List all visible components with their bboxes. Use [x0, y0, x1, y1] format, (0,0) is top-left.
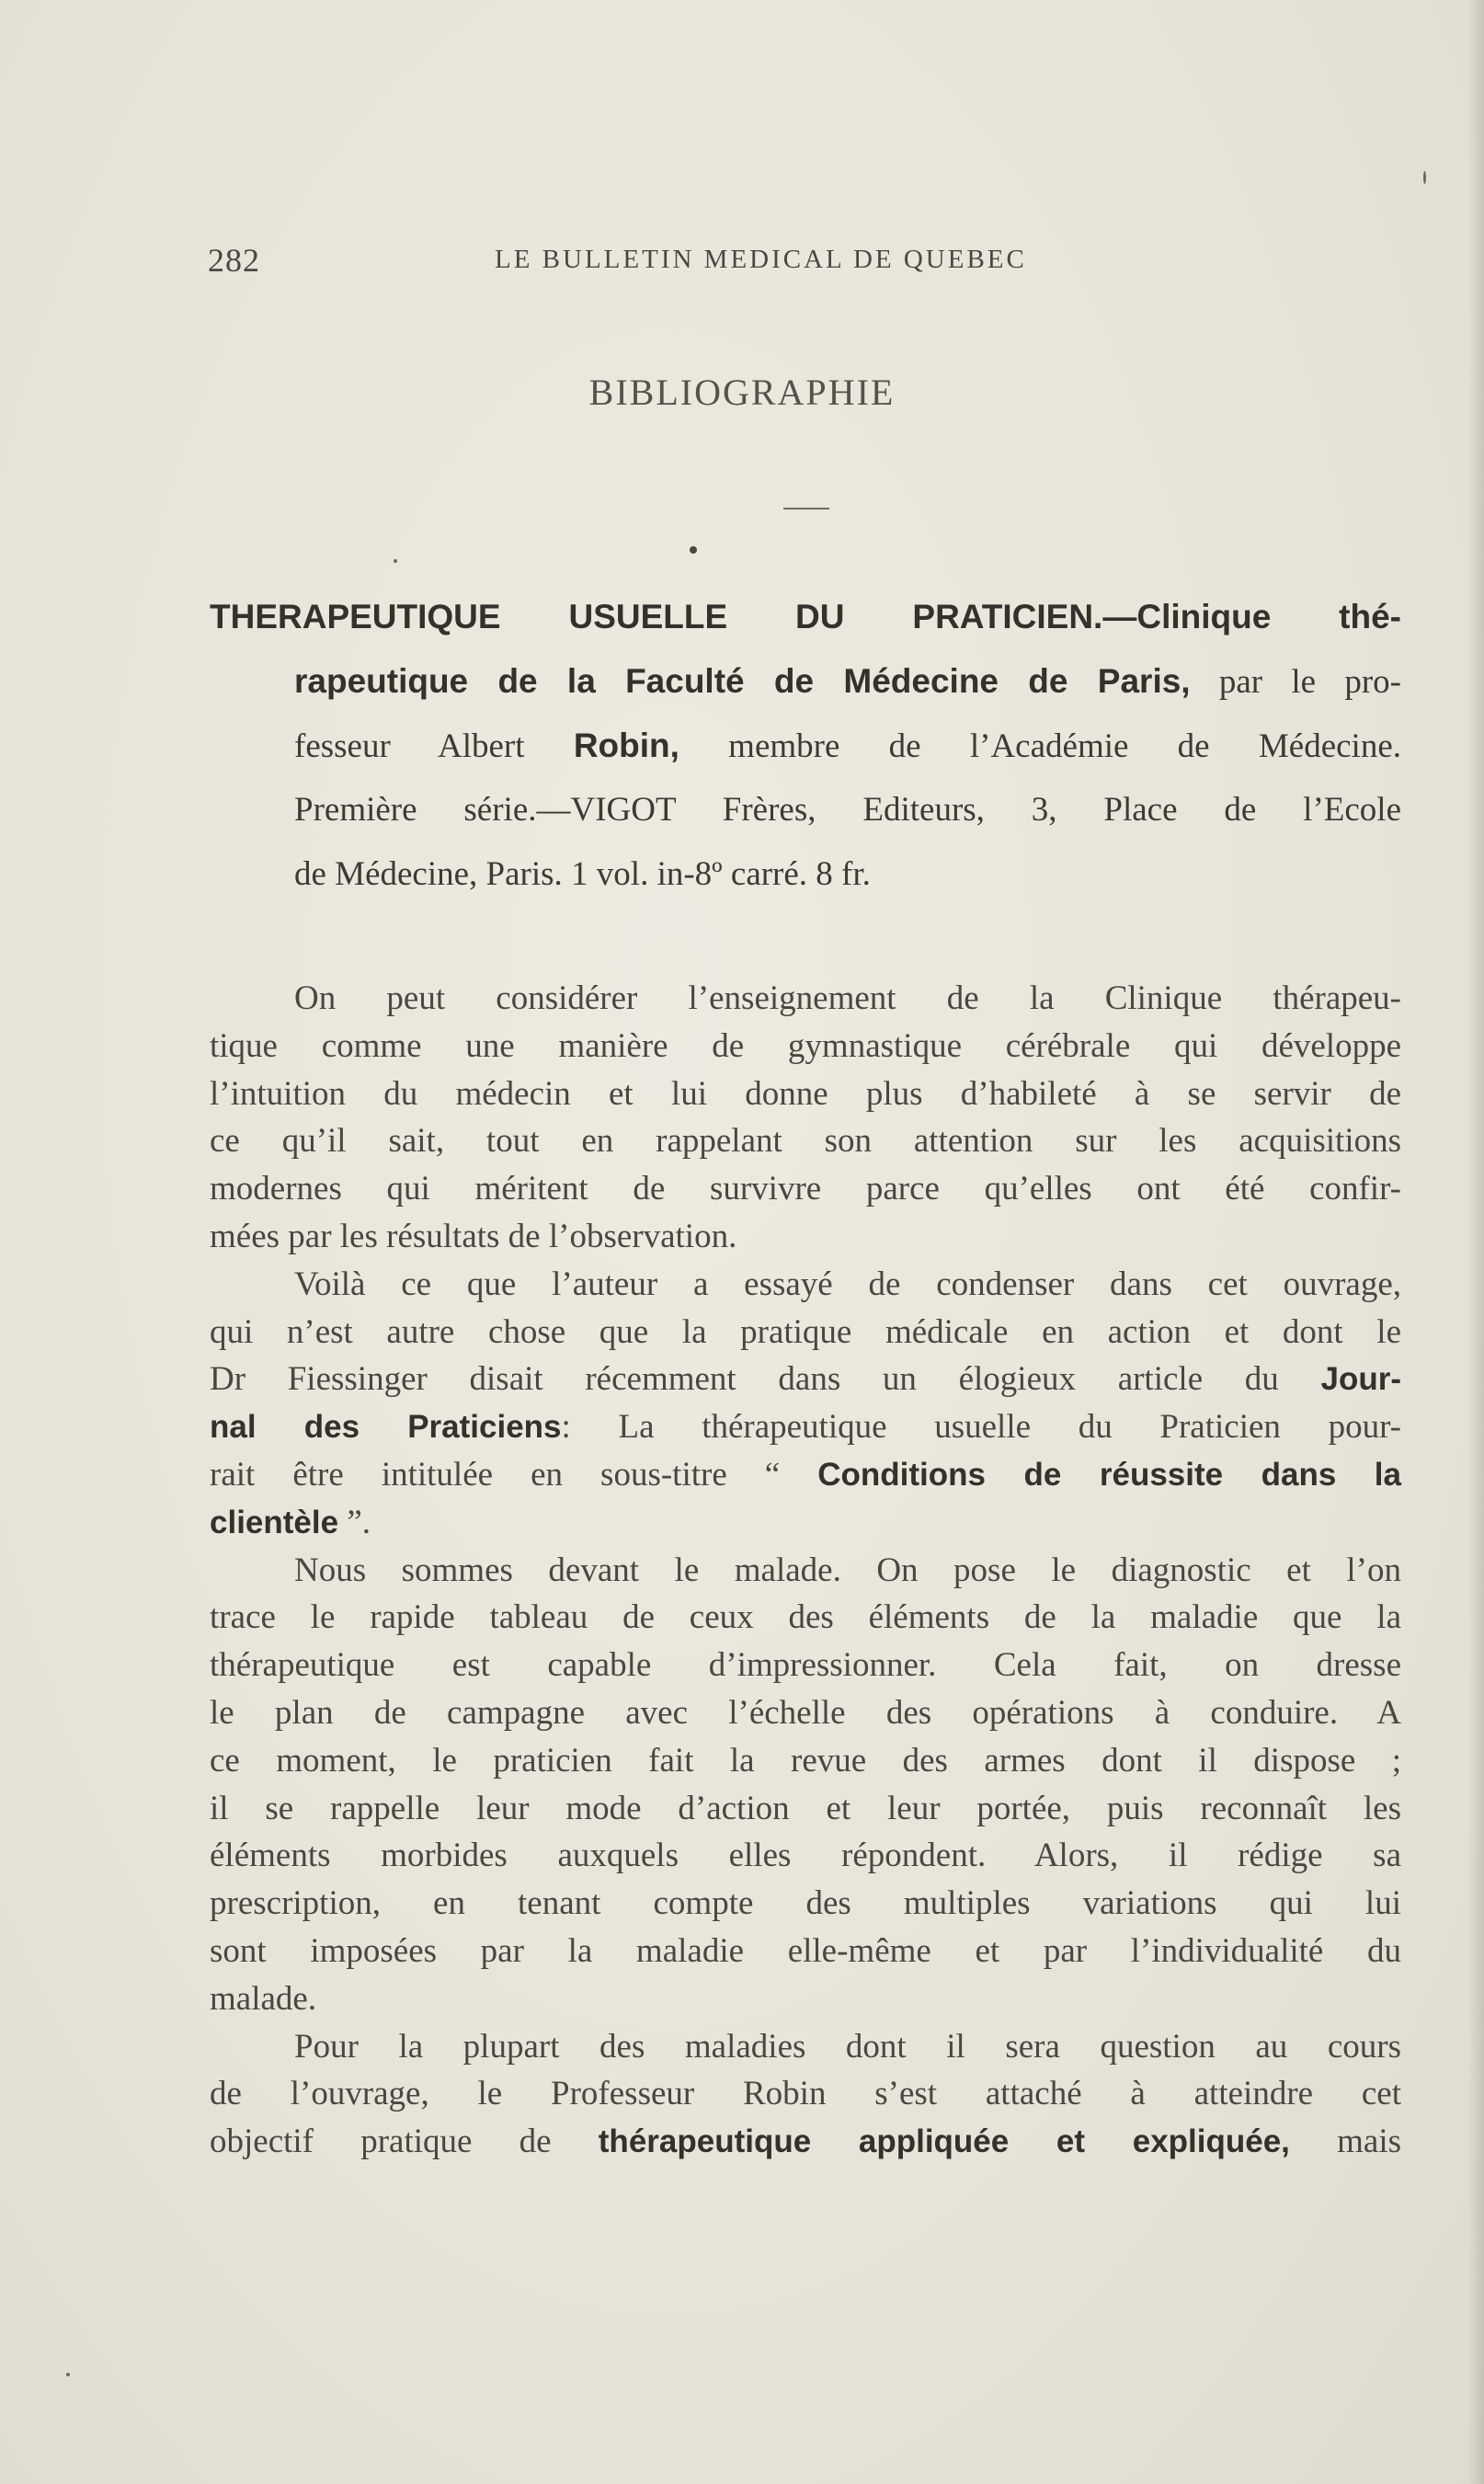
body-line — [210, 1403, 1401, 1451]
entry-title: THERAPEUTIQUE USUELLE DU PRATICIEN. — [210, 598, 1103, 635]
body-text: Dr Fiessinger disait récemment dans un élogieux article du — [210, 1360, 1321, 1399]
subtitle-quote: Conditions de réussite dans la — [817, 1456, 1401, 1493]
body-line — [210, 1499, 1401, 1547]
body-line: Voilà ce que l’auteur a essayé de condenser dans cet ouvrage, — [294, 1265, 1401, 1303]
entry-text: membre de l’Académie de Médecine. — [679, 727, 1401, 765]
review-body — [210, 975, 1401, 2166]
body-line — [210, 1356, 1401, 1403]
bibliography-entry — [210, 585, 1401, 907]
body-text: rait être intitulée en sous-titre “ — [210, 1455, 818, 1494]
body-text: ”. — [338, 1503, 371, 1541]
body-line: tique comme une manière de gymnastique cérébrale qui développe — [210, 1026, 1401, 1065]
entry-text: par le pro- — [1190, 663, 1401, 701]
body-line: le plan de campagne avec l’échelle des opérations à conduire. A — [210, 1693, 1401, 1732]
body-text: mais — [1289, 2123, 1401, 2161]
section-title: BIBLIOGRAPHIE — [588, 372, 896, 413]
entry-line-5: de Médecine, Paris. 1 vol. in-8º carré. 8 fr. — [294, 855, 871, 893]
entry-line-2 — [210, 649, 1401, 714]
body-line: modernes qui méritent de survivre parce qu’elles ont été confir- — [210, 1170, 1401, 1208]
body-line: de l’ouvrage, le Professeur Robin s’est attaché à atteindre cet — [210, 2075, 1401, 2113]
entry-author: Robin, — [573, 727, 679, 764]
entry-subtitle-end: rapeutique de la Faculté de Médecine de Paris, — [294, 662, 1191, 700]
journal-name: nal des Praticiens — [210, 1409, 562, 1446]
emphasis: thérapeutique appliquée et expliquée, — [598, 2123, 1290, 2160]
page-number: 282 — [208, 242, 260, 279]
journal-name: Jour- — [1320, 1361, 1401, 1398]
body-line — [210, 1451, 1401, 1499]
body-line: prescription, en tenant compte des multiples variations qui lui — [210, 1884, 1401, 1923]
ink-speck — [66, 2373, 70, 2376]
body-text: : La thérapeutique usuelle du Praticien pour- — [561, 1408, 1401, 1447]
ink-speck — [394, 559, 397, 563]
body-line: On peut considérer l’enseignement de la Clinique thérapeu- — [294, 979, 1401, 1017]
body-line: sont imposées par la maladie elle-même et par l’individualité du — [210, 1931, 1401, 1970]
body-line: il se rappelle leur mode d’action et leur portée, puis reconnaît les — [210, 1789, 1401, 1827]
body-text: objectif pratique de — [210, 2123, 599, 2161]
body-line: trace le rapide tableau de ceux des éléments de la maladie que la — [210, 1598, 1401, 1637]
body-line: malade. — [210, 1979, 317, 2018]
ornament-dot — [690, 546, 697, 554]
title-rule — [783, 508, 829, 509]
entry-line-3 — [210, 714, 1401, 778]
ink-speck — [1423, 171, 1426, 184]
body-line: Nous sommes devant le malade. On pose le diagnostic et l’on — [294, 1551, 1401, 1589]
body-line: éléments morbides auxquels elles répondent. Alors, il rédige sa — [210, 1837, 1401, 1875]
entry-line-4: Première série.—VIGOT Frères, Editeurs, 3, Place de l’Ecole — [294, 791, 1401, 829]
subtitle-quote: clientèle — [210, 1504, 339, 1540]
body-line — [210, 2118, 1401, 2166]
running-header — [208, 241, 1403, 281]
body-line: Pour la plupart des maladies dont il sera question au cours — [294, 2027, 1401, 2066]
running-title: LE BULLETIN MEDICAL DE QUEBEC — [495, 245, 1027, 274]
body-line: qui n’est autre chose que la pratique médicale en action et dont le — [210, 1312, 1401, 1351]
body-line: ce moment, le praticien fait la revue des armes dont il dispose ; — [210, 1741, 1401, 1780]
entry-subtitle-start: —Clinique thé- — [1102, 598, 1402, 635]
body-line: l’intuition du médecin et lui donne plus d’habileté à se servir de — [210, 1074, 1401, 1113]
body-line: thérapeutique est capable d’impressionner. Cela fait, on dresse — [210, 1646, 1401, 1685]
body-line: ce qu’il sait, tout en rappelant son attention sur les acquisitions — [210, 1122, 1401, 1161]
body-line: mées par les résultats de l’observation. — [210, 1217, 737, 1255]
entry-line-1 — [210, 585, 1401, 649]
entry-text: fesseur Albert — [294, 727, 574, 765]
